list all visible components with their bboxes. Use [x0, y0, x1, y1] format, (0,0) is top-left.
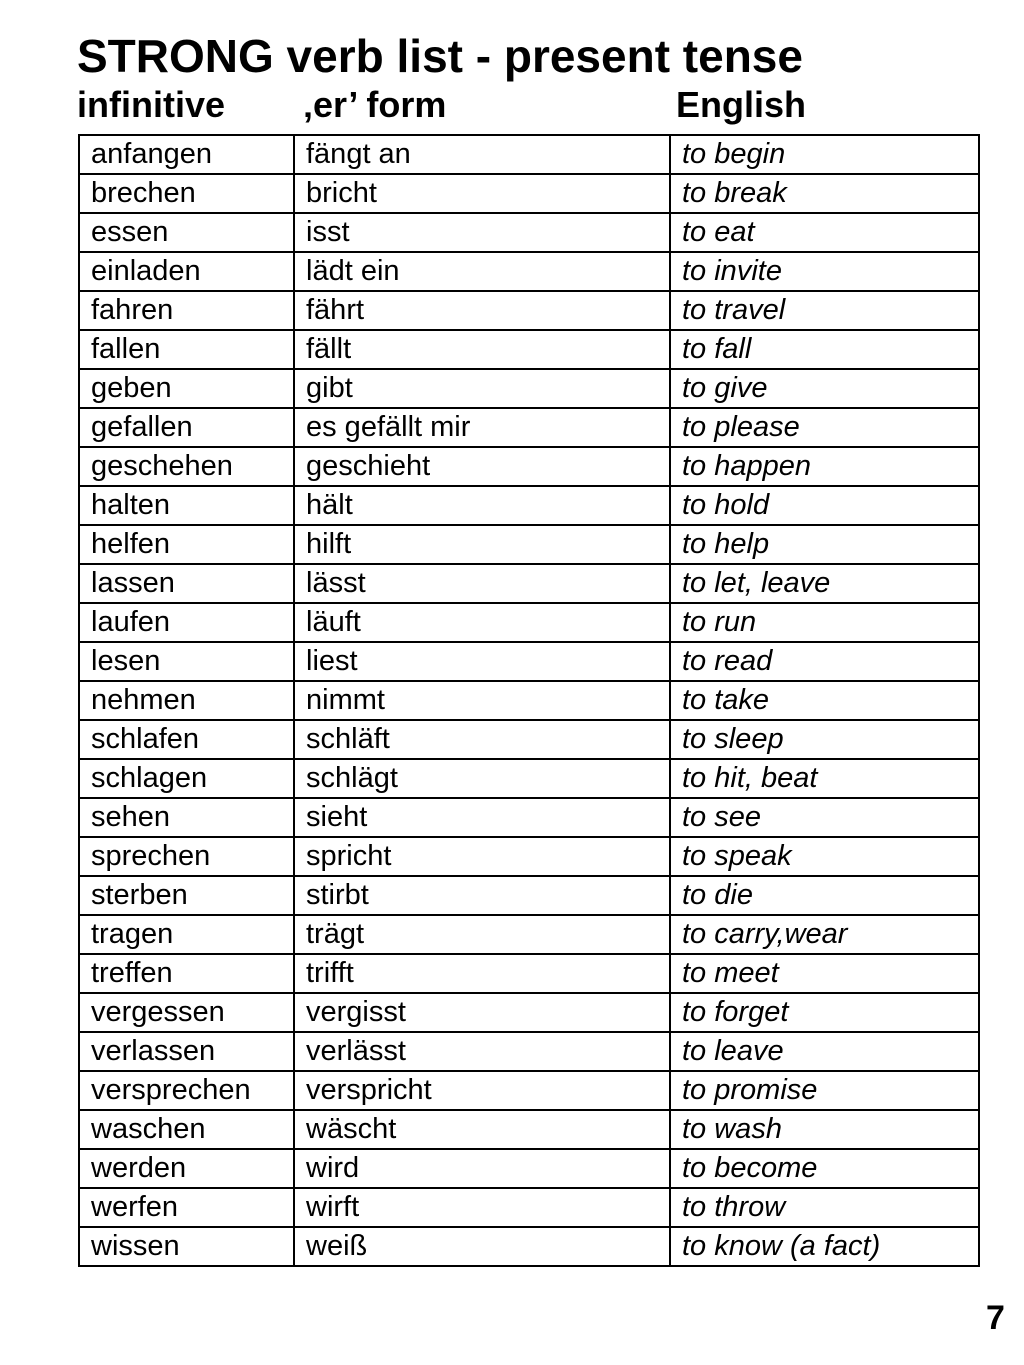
infinitive-cell: gefallen — [79, 408, 294, 447]
table-row — [79, 720, 979, 759]
infinitive-cell: helfen — [79, 525, 294, 564]
infinitive-cell: sterben — [79, 876, 294, 915]
infinitive-cell: wissen — [79, 1227, 294, 1266]
infinitive-cell: fahren — [79, 291, 294, 330]
english-cell: to wash — [670, 1110, 979, 1149]
page-title: STRONG verb list - present tense — [77, 30, 803, 82]
er-form-cell: verspricht — [294, 1071, 670, 1110]
er-form-cell: geschieht — [294, 447, 670, 486]
er-form-cell: schläft — [294, 720, 670, 759]
table-row — [79, 915, 979, 954]
er-form-cell: wirft — [294, 1188, 670, 1227]
er-form-cell: spricht — [294, 837, 670, 876]
er-form-cell: lässt — [294, 564, 670, 603]
infinitive-cell: tragen — [79, 915, 294, 954]
english-cell: to throw — [670, 1188, 979, 1227]
table-row — [79, 837, 979, 876]
table-row — [79, 408, 979, 447]
table-row — [79, 603, 979, 642]
table-row — [79, 993, 979, 1032]
english-cell: to let, leave — [670, 564, 979, 603]
table-row — [79, 135, 979, 174]
infinitive-cell: werfen — [79, 1188, 294, 1227]
er-form-cell: trägt — [294, 915, 670, 954]
table-row — [79, 291, 979, 330]
infinitive-cell: verlassen — [79, 1032, 294, 1071]
er-form-cell: wird — [294, 1149, 670, 1188]
infinitive-cell: treffen — [79, 954, 294, 993]
infinitive-cell: lassen — [79, 564, 294, 603]
er-form-cell: trifft — [294, 954, 670, 993]
english-cell: to promise — [670, 1071, 979, 1110]
table-row — [79, 252, 979, 291]
table-row — [79, 642, 979, 681]
infinitive-cell: fallen — [79, 330, 294, 369]
table-row — [79, 681, 979, 720]
column-header-er-form: ‚er’ form — [303, 84, 447, 125]
er-form-cell: gibt — [294, 369, 670, 408]
infinitive-cell: halten — [79, 486, 294, 525]
english-cell: to see — [670, 798, 979, 837]
er-form-cell: läuft — [294, 603, 670, 642]
er-form-cell: verlässt — [294, 1032, 670, 1071]
infinitive-cell: schlagen — [79, 759, 294, 798]
table-row — [79, 174, 979, 213]
infinitive-cell: schlafen — [79, 720, 294, 759]
er-form-cell: fängt an — [294, 135, 670, 174]
er-form-cell: lädt ein — [294, 252, 670, 291]
english-cell: to begin — [670, 135, 979, 174]
table-row — [79, 759, 979, 798]
english-cell: to give — [670, 369, 979, 408]
table-row — [79, 954, 979, 993]
table-row — [79, 798, 979, 837]
er-form-cell: isst — [294, 213, 670, 252]
infinitive-cell: nehmen — [79, 681, 294, 720]
english-cell: to die — [670, 876, 979, 915]
er-form-cell: fährt — [294, 291, 670, 330]
table-row — [79, 525, 979, 564]
english-cell: to break — [670, 174, 979, 213]
table-row — [79, 213, 979, 252]
english-cell: to become — [670, 1149, 979, 1188]
infinitive-cell: geschehen — [79, 447, 294, 486]
table-row — [79, 369, 979, 408]
page-number: 7 — [986, 1299, 1005, 1337]
er-form-cell: sieht — [294, 798, 670, 837]
infinitive-cell: anfangen — [79, 135, 294, 174]
er-form-cell: vergisst — [294, 993, 670, 1032]
column-header-english: English — [676, 84, 807, 125]
table-row — [79, 1227, 979, 1266]
english-cell: to meet — [670, 954, 979, 993]
verb-table — [78, 134, 980, 1267]
er-form-cell: schlägt — [294, 759, 670, 798]
table-row — [79, 1188, 979, 1227]
english-cell: to speak — [670, 837, 979, 876]
infinitive-cell: einladen — [79, 252, 294, 291]
er-form-cell: stirbt — [294, 876, 670, 915]
infinitive-cell: lesen — [79, 642, 294, 681]
english-cell: to sleep — [670, 720, 979, 759]
table-row — [79, 330, 979, 369]
er-form-cell: weiß — [294, 1227, 670, 1266]
infinitive-cell: versprechen — [79, 1071, 294, 1110]
english-cell: to know (a fact) — [670, 1227, 979, 1266]
er-form-cell: es gefällt mir — [294, 408, 670, 447]
infinitive-cell: sprechen — [79, 837, 294, 876]
english-cell: to leave — [670, 1032, 979, 1071]
infinitive-cell: waschen — [79, 1110, 294, 1149]
table-row — [79, 1149, 979, 1188]
english-cell: to read — [670, 642, 979, 681]
english-cell: to invite — [670, 252, 979, 291]
english-cell: to carry,wear — [670, 915, 979, 954]
infinitive-cell: laufen — [79, 603, 294, 642]
column-header-infinitive: infinitive — [77, 84, 226, 125]
english-cell: to fall — [670, 330, 979, 369]
verb-table-body — [79, 135, 979, 1266]
english-cell: to run — [670, 603, 979, 642]
english-cell: to eat — [670, 213, 979, 252]
er-form-cell: hält — [294, 486, 670, 525]
er-form-cell: hilft — [294, 525, 670, 564]
er-form-cell: bricht — [294, 174, 670, 213]
english-cell: to take — [670, 681, 979, 720]
table-row — [79, 1032, 979, 1071]
er-form-cell: wäscht — [294, 1110, 670, 1149]
english-cell: to happen — [670, 447, 979, 486]
english-cell: to hit, beat — [670, 759, 979, 798]
infinitive-cell: sehen — [79, 798, 294, 837]
table-row — [79, 486, 979, 525]
english-cell: to forget — [670, 993, 979, 1032]
er-form-cell: nimmt — [294, 681, 670, 720]
er-form-cell: fällt — [294, 330, 670, 369]
er-form-cell: liest — [294, 642, 670, 681]
infinitive-cell: brechen — [79, 174, 294, 213]
table-row — [79, 1071, 979, 1110]
infinitive-cell: werden — [79, 1149, 294, 1188]
english-cell: to help — [670, 525, 979, 564]
english-cell: to travel — [670, 291, 979, 330]
infinitive-cell: essen — [79, 213, 294, 252]
table-row — [79, 876, 979, 915]
table-row — [79, 447, 979, 486]
table-row — [79, 1110, 979, 1149]
infinitive-cell: geben — [79, 369, 294, 408]
english-cell: to please — [670, 408, 979, 447]
table-row — [79, 564, 979, 603]
infinitive-cell: vergessen — [79, 993, 294, 1032]
english-cell: to hold — [670, 486, 979, 525]
